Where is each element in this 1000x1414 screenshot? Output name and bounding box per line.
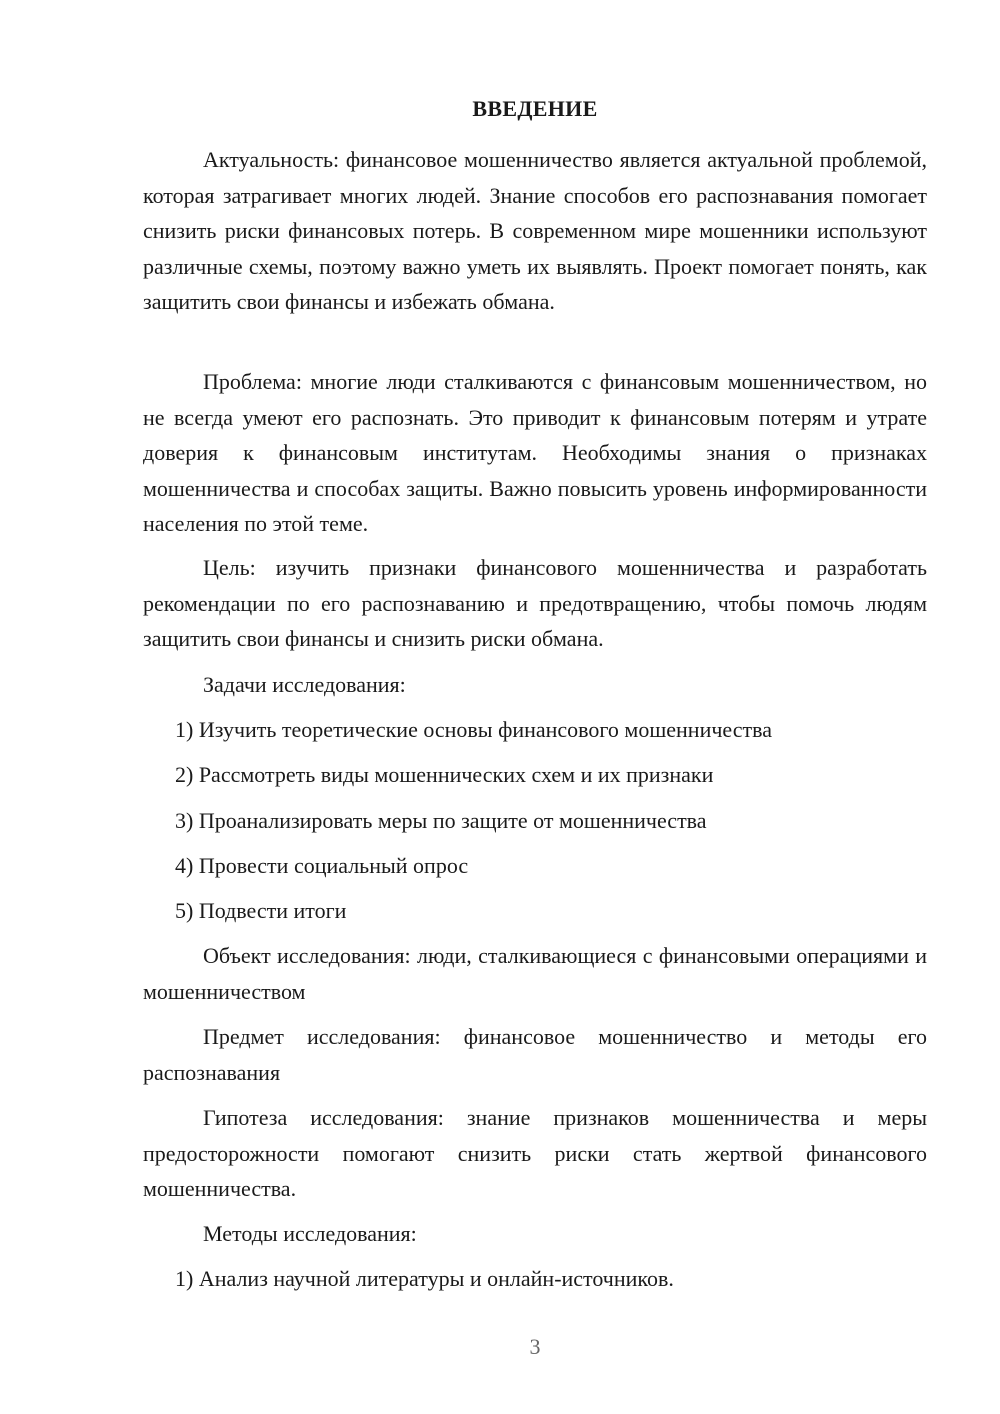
goal-paragraph: Цель: изучить признаки финансового мошенничества и разработать рекомендации по его распознаванию и предотвращению, чтобы помочь людям защитить свои финансы и снизить риски обмана.	[143, 555, 927, 651]
object-paragraph: Объект исследования: люди, сталкивающиеся с финансовыми операциями и мошенничеством	[143, 943, 927, 1004]
methods-title: Методы исследования:	[203, 1221, 417, 1246]
relevance-paragraph: Актуальность: финансовое мошенничество является актуальной проблемой, которая затрагивает многих людей. Знание способов его распознавания помогает снизить риски финансовых потерь. В современном мире мошенники используют различные схемы, поэтому важно уметь их выявлять. Проект помогает понять, как защитить свои финансы и избежать обмана.	[143, 147, 927, 314]
task-item-4: 4) Провести социальный опрос	[175, 853, 469, 878]
task-item-1: 1) Изучить теоретические основы финансового мошенничества	[175, 717, 772, 742]
tasks-title: Задачи исследования:	[203, 672, 406, 697]
task-item-5: 5) Подвести итоги	[175, 898, 347, 923]
task-item-3: 3) Проанализировать меры по защите от мошенничества	[175, 808, 707, 833]
hypothesis-paragraph: Гипотеза исследования: знание признаков мошенничества и меры предосторожности помогают снизить риски стать жертвой финансового мошенничества.	[143, 1105, 927, 1201]
problem-paragraph: Проблема: многие люди сталкиваются с финансовым мошенничеством, но не всегда умеют его распознать. Это приводит к финансовым потерям и утрате доверия к финансовым институтам. Необходимы знания о признаках мошенничества и способах защиты. Важно повысить уровень информированности населения по этой теме.	[143, 369, 927, 536]
method-item-1: 1) Анализ научной литературы и онлайн-источников.	[175, 1266, 674, 1291]
subject-paragraph: Предмет исследования: финансовое мошенничество и методы его распознавания	[143, 1024, 927, 1085]
section-heading: ВВЕДЕНИЕ	[472, 96, 598, 121]
page-number: 3	[529, 1334, 541, 1359]
task-item-2: 2) Рассмотреть виды мошеннических схем и их признаки	[175, 762, 714, 787]
